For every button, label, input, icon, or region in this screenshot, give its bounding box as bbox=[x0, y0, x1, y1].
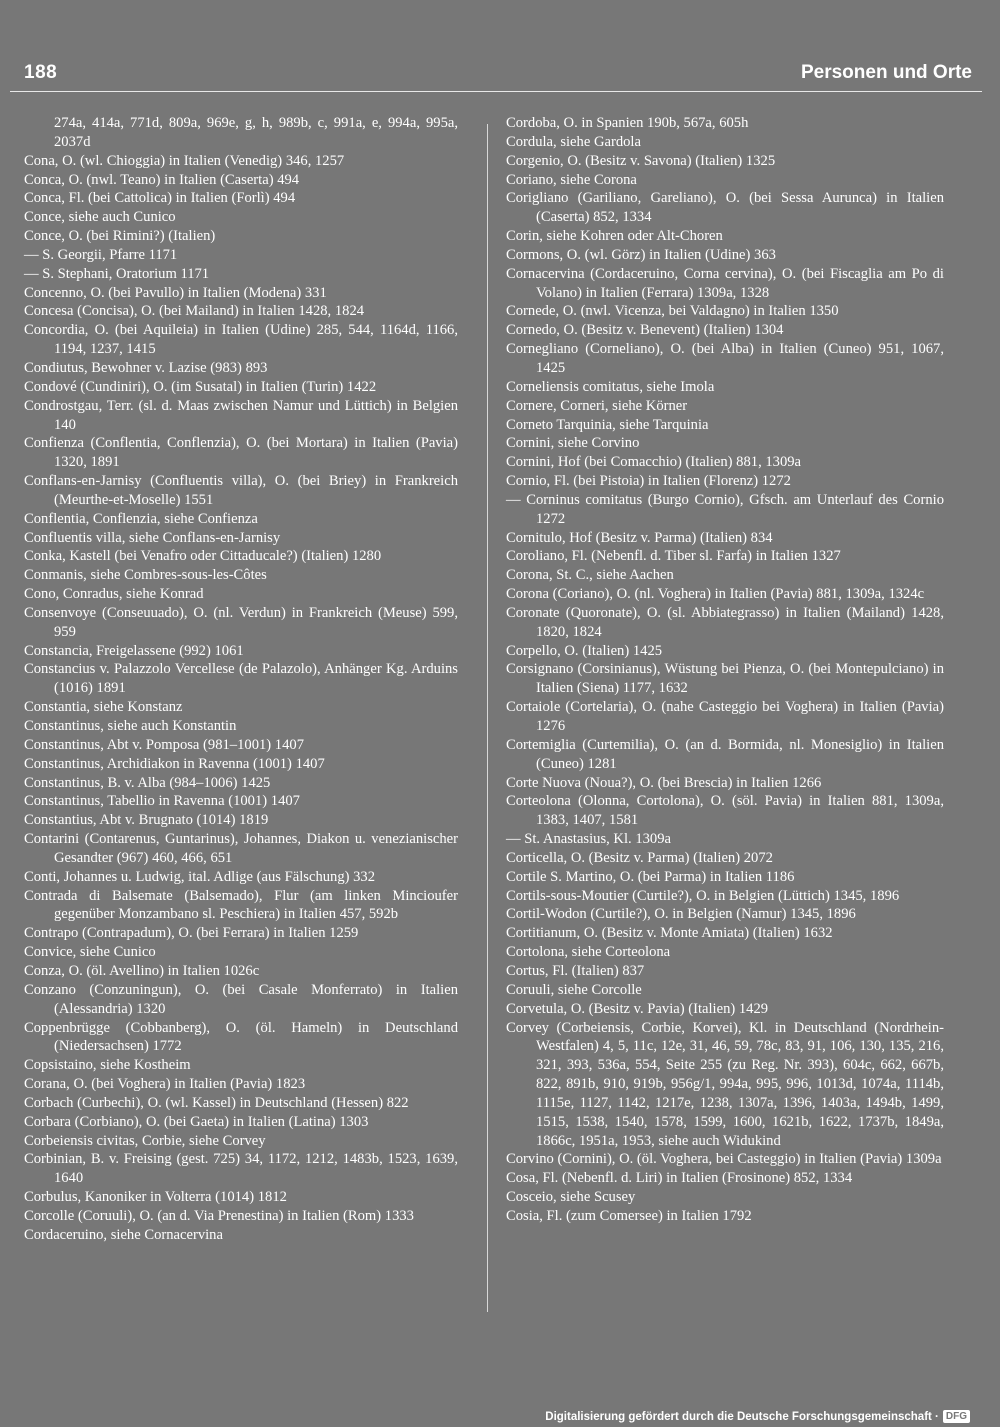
dfg-credit-text: Digitalisierung gefördert durch die Deutsche Forschungsgemeinschaft · bbox=[545, 1410, 939, 1423]
index-entry: Cortaiole (Cortelaria), O. (nahe Casteggio bei Voghera) in Italien (Pavia) 1276 bbox=[506, 699, 944, 734]
index-entry: Conca, O. (nwl. Teano) in Italien (Caserta) 494 bbox=[24, 171, 300, 188]
index-entry: Conflentia, Conflenzia, siehe Confienza bbox=[24, 510, 258, 527]
index-entry: Cortemiglia (Curtemilia), O. (an d. Bormida, nl. Monesiglio) in Italien (Cuneo) 1281 bbox=[506, 736, 944, 772]
index-entry: Copsistaino, siehe Kostheim bbox=[24, 1057, 191, 1074]
index-entry: — S. Georgii, Pfarre 1171 bbox=[24, 246, 178, 263]
index-entry: Corte Nuova (Noua?), O. (bei Brescia) in Italien 1266 bbox=[506, 774, 822, 791]
index-entry: Constancius v. Palazzolo Vercellese (de Palazolo), Anhänger Kg. Arduins (1016) 1891 bbox=[24, 661, 458, 697]
index-entry: Corneto Tarquinia, siehe Tarquinia bbox=[506, 416, 709, 433]
index-entry: Cortils-sous-Moutier (Curtile?), O. in Belgien (Lüttich) 1345, 1896 bbox=[506, 887, 900, 904]
index-entry: Cornini, Hof (bei Comacchio) (Italien) 881, 1309a bbox=[506, 454, 802, 471]
index-entry: Corbara (Corbiano), O. (bei Gaeta) in Italien (Latina) 1303 bbox=[24, 1113, 369, 1130]
index-entry: Corcolle (Coruuli), O. (an d. Via Prenestina) in Italien (Rom) 1333 bbox=[24, 1207, 414, 1224]
index-entry: — Corninus comitatus (Burgo Cornio), Gfsch. am Unterlauf des Cornio 1272 bbox=[506, 491, 944, 527]
index-entry: Cortile S. Martino, O. (bei Parma) in Italien 1186 bbox=[506, 868, 795, 885]
index-entry: Corigliano (Gariliano, Gareliano), O. (bei Sessa Aurunca) in Italien (Caserta) 852, 1334 bbox=[506, 190, 944, 226]
index-entry: Corbulus, Kanoniker in Volterra (1014) 1812 bbox=[24, 1189, 287, 1206]
index-entry: Corona, St. C., siehe Aachen bbox=[506, 567, 674, 584]
index-entry: Corsignano (Corsinianus), Wüstung bei Pienza, O. (bei Montepulciano) in Italien (Siena) 1177, 1632 bbox=[506, 661, 944, 697]
index-entry: Corona (Coriano), O. (nl. Voghera) in Italien (Pavia) 881, 1309a, 1324c bbox=[506, 586, 925, 603]
index-entry: — St. Anastasius, Kl. 1309a bbox=[506, 831, 671, 848]
index-entry: Cornio, Fl. (bei Pistoia) in Italien (Florenz) 1272 bbox=[506, 473, 791, 490]
index-entry: Cornedo, O. (Besitz v. Benevent) (Italien) 1304 bbox=[506, 322, 784, 339]
index-entry: Conti, Johannes u. Ludwig, ital. Adlige (aus Fälschung) 332 bbox=[24, 868, 376, 885]
index-entry: Constantinus, siehe auch Konstantin bbox=[24, 718, 237, 734]
running-head: Personen und Orte bbox=[800, 62, 972, 83]
index-entry: Concesa (Concisa), O. (bei Mailand) in Italien 1428, 1824 bbox=[24, 303, 365, 320]
index-entry: 274a, 414a, 771d, 809a, 969e, g, h, 989b, c, 991a, e, 994a, 995a, 2037d bbox=[54, 115, 458, 150]
index-entry: Cono, Conradus, siehe Konrad bbox=[24, 586, 204, 603]
index-entry: Confluentis villa, siehe Conflans-en-Jarnisy bbox=[24, 529, 281, 546]
index-entry: Confienza (Conflentia, Conflenzia), O. (bei Mortara) in Italien (Pavia) 1320, 1891 bbox=[24, 435, 458, 471]
index-entry: Coppenbrügge (Cobbanberg), O. (öl. Hameln) in Deutschland (Niedersachsen) 1772 bbox=[24, 1019, 458, 1055]
index-entry: Cornegliano (Corneliano), O. (bei Alba) in Italien (Cuneo) 951, 1067, 1425 bbox=[506, 341, 944, 376]
index-entry: Conca, Fl. (bei Cattolica) in Italien (Forlì) 494 bbox=[24, 190, 296, 207]
index-entry: Conce, O. (bei Rimini?) (Italien) bbox=[24, 228, 216, 245]
dfg-logo: DFG bbox=[943, 1410, 970, 1423]
index-entry: Conzano (Conzuningun), O. (bei Casale Monferrato) in Italien (Alessandria) 1320 bbox=[24, 981, 458, 1017]
right-column bbox=[506, 114, 944, 1226]
index-entry: Conflans-en-Jarnisy (Confluentis villa), O. (bei Briey) in Frankreich (Meurthe-et-Moselle) 1551 bbox=[24, 473, 458, 508]
index-entry: Contrapo (Contrapadum), O. (bei Ferrara) in Italien 1259 bbox=[24, 925, 359, 942]
index-entry: Cona, O. (wl. Chioggia) in Italien (Venedig) 346, 1257 bbox=[24, 152, 345, 169]
index-entry: Cortil-Wodon (Curtile?), O. in Belgien (Namur) 1345, 1896 bbox=[506, 906, 856, 923]
index-entry: Cornacervina (Cordaceruino, Corna cervina), O. (bei Fiscaglia am Po di Volano) in Italien (Ferrara) 1309a, 1328 bbox=[506, 265, 944, 301]
index-entry: Constantius, Abt v. Brugnato (1014) 1819 bbox=[24, 812, 269, 829]
index-entry: Cornini, siehe Corvino bbox=[506, 435, 640, 452]
index-entry: Constantinus, Abt v. Pomposa (981–1001) 1407 bbox=[24, 736, 304, 753]
index-entry: Coronate (Quoronate), O. (sl. Abbiategrasso) in Italien (Mailand) 1428, 1820, 1824 bbox=[506, 604, 944, 640]
index-entry: Corbinian, B. v. Freising (gest. 725) 34, 1172, 1212, 1483b, 1523, 1639, 1640 bbox=[24, 1151, 458, 1187]
index-entry: Consenvoye (Conseuuado), O. (nl. Verdun) in Frankreich (Meuse) 599, 959 bbox=[24, 604, 458, 640]
dfg-credit bbox=[545, 1410, 970, 1423]
index-entry: Constantinus, B. v. Alba (984–1006) 1425 bbox=[24, 774, 271, 791]
index-entry: Constancia, Freigelassene (992) 1061 bbox=[24, 642, 244, 659]
index-entry: Condrostgau, Terr. (sl. d. Maas zwischen Namur und Lüttich) in Belgien 140 bbox=[24, 397, 458, 433]
index-entry: Contrada di Balsemate (Balsemado), Flur (am linken Mincioufer gegenüber Monzambano sl. Peschiera) in Italien 457, 592b bbox=[24, 887, 458, 923]
index-entry: Constantinus, Tabellio in Ravenna (1001) 1407 bbox=[24, 793, 300, 810]
index-entry: Condové (Cundiniri), O. (im Susatal) in Italien (Turin) 1422 bbox=[24, 378, 377, 395]
index-entry: Cosceio, siehe Scusey bbox=[506, 1189, 636, 1206]
index-entry: Cordaceruino, siehe Cornacervina bbox=[24, 1226, 223, 1243]
index-entry: Corticella, O. (Besitz v. Parma) (Italien) 2072 bbox=[506, 849, 773, 866]
index-entry: Conmanis, siehe Combres-sous-les-Côtes bbox=[24, 567, 267, 584]
index-entry: Corvino (Cornini), O. (öl. Voghera, bei Casteggio) in Italien (Pavia) 1309a bbox=[506, 1151, 942, 1168]
index-entry: Condiutus, Bewohner v. Lazise (983) 893 bbox=[24, 359, 268, 376]
index-entry: Cosa, Fl. (Nebenfl. d. Liri) in Italien (Frosinone) 852, 1334 bbox=[506, 1170, 853, 1187]
column-rule bbox=[487, 124, 488, 1312]
index-entry: Corbach (Curbechi), O. (wl. Kassel) in Deutschland (Hessen) 822 bbox=[24, 1094, 409, 1111]
index-entry: Constantinus, Archidiakon in Ravenna (1001) 1407 bbox=[24, 755, 325, 772]
index-entry: Cornitulo, Hof (Besitz v. Parma) (Italien) 834 bbox=[506, 529, 773, 546]
index-entry: Coruuli, siehe Corcolle bbox=[506, 981, 642, 998]
page-number: 188 bbox=[24, 62, 58, 83]
index-entry: Cosia, Fl. (zum Comersee) in Italien 1792 bbox=[506, 1207, 752, 1224]
index-entry: Corvetula, O. (Besitz v. Pavia) (Italien) 1429 bbox=[506, 1000, 769, 1017]
index-entry: Constantia, siehe Konstanz bbox=[24, 699, 183, 716]
index-entry: Corin, siehe Kohren oder Alt-Choren bbox=[506, 228, 723, 245]
index-entry: Conza, O. (öl. Avellino) in Italien 1026c bbox=[24, 962, 260, 979]
index-entry: Conce, siehe auch Cunico bbox=[24, 209, 176, 226]
index-entry: Cornere, Corneri, siehe Körner bbox=[506, 397, 688, 414]
index-entry: Corbeiensis civitas, Corbie, siehe Corvey bbox=[24, 1132, 266, 1149]
index-entry: Cortus, Fl. (Italien) 837 bbox=[506, 962, 645, 979]
index-entry: Cortolona, siehe Corteolona bbox=[506, 944, 671, 961]
index-entry: Cortitianum, O. (Besitz v. Monte Amiata) (Italien) 1632 bbox=[506, 925, 833, 942]
index-entry: Conka, Kastell (bei Venafro oder Cittaducale?) (Italien) 1280 bbox=[24, 548, 382, 565]
index-entry: Cornede, O. (nwl. Vicenza, bei Valdagno) in Italien 1350 bbox=[506, 303, 839, 320]
index-entry: Corneliensis comitatus, siehe Imola bbox=[506, 378, 715, 395]
index-entry: Corana, O. (bei Voghera) in Italien (Pavia) 1823 bbox=[24, 1076, 306, 1093]
index-entry: Coriano, siehe Corona bbox=[506, 171, 637, 188]
index-entry: Cordoba, O. in Spanien 190b, 567a, 605h bbox=[506, 115, 749, 131]
left-column bbox=[24, 114, 458, 1245]
index-entry: Corvey (Corbeiensis, Corbie, Korvei), Kl. in Deutschland (Nordrhein-Westfalen) 4, 5, 11c, 12e, 31, 46, 59, 78c, 83, 91, 106, 130, 135, 216, 321, 393, 536a, 554, Seite 255 (zu Reg. Nr. 393), 604c, 662, 667b, 822, 891b, 910, 919b, 956g/1, 994a, 995, 996, 1013d, 1074a, 1114b, 1115e, 1127, 1142, 1217e, 1238, 1307a, 1396, 1403a, 1494b, 1499, 1515, 1538, 1540, 1578, 1599, 1600, 1621b, 1622, 1737b, 1849a, 1866c, 1951a, 1953, siehe auch Widukind bbox=[506, 1019, 944, 1149]
index-entry: Coroliano, Fl. (Nebenfl. d. Tiber sl. Farfa) in Italien 1327 bbox=[506, 548, 841, 565]
index-entry: Corpello, O. (Italien) 1425 bbox=[506, 642, 663, 659]
index-entry: Corteolona (Olonna, Cortolona), O. (söl. Pavia) in Italien 881, 1309a, 1383, 1407, 1581 bbox=[506, 793, 944, 829]
index-entry: Concordia, O. (bei Aquileia) in Italien (Udine) 285, 544, 1164d, 1166, 1194, 1237, 1415 bbox=[24, 322, 458, 358]
header-rule bbox=[10, 91, 982, 92]
index-entry: — S. Stephani, Oratorium 1171 bbox=[24, 265, 210, 282]
index-entry: Cordula, siehe Gardola bbox=[506, 133, 641, 150]
index-entry: Contarini (Contarenus, Guntarinus), Johannes, Diakon u. venezianischer Gesandter (967) 460, 466, 651 bbox=[24, 831, 458, 866]
index-entry: Cormons, O. (wl. Görz) in Italien (Udine) 363 bbox=[506, 246, 776, 263]
index-entry: Concenno, O. (bei Pavullo) in Italien (Modena) 331 bbox=[24, 284, 327, 301]
index-entry: Corgenio, O. (Besitz v. Savona) (Italien) 1325 bbox=[506, 152, 776, 169]
index-entry: Convice, siehe Cunico bbox=[24, 944, 156, 961]
